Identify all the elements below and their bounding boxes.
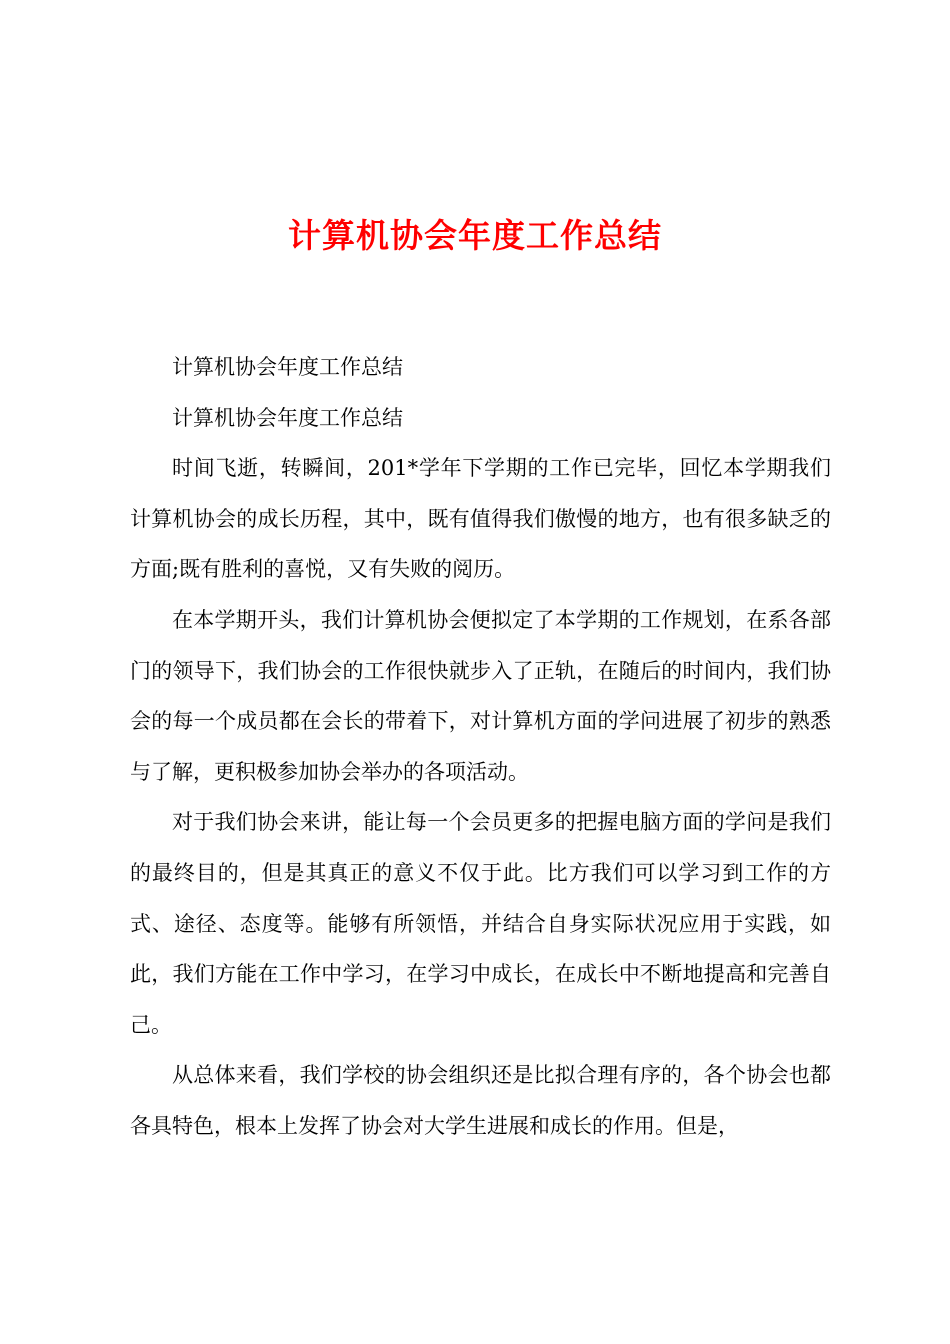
paragraph-overall-view: 从总体来看，我们学校的协会组织还是比拟合理有序的，各个协会也都各具特色，根本上发挥了协会对大学生进展和成长的作用。但是， <box>130 1063 831 1138</box>
paragraph-intro: 时间飞逝，转瞬间，201*学年下学期的工作已完毕，回忆本学期我们计算机协会的成长历程，其中，既有值得我们傲慢的地方，也有很多缺乏的方面;既有胜利的喜悦，又有失败的阅历。 <box>130 456 831 582</box>
paragraph-semester-start: 在本学期开头，我们计算机协会便拟定了本学期的工作规划，在系各部门的领导下，我们协会的工作很快就步入了正轨，在随后的时间内，我们协会的每一个成员都在会长的带着下，对计算机方面的学问进展了初步的熟悉与了解，更积极参加协会举办的各项活动。 <box>130 607 831 784</box>
paragraph-heading-1: 计算机协会年度工作总结 <box>172 355 403 379</box>
document-title: 计算机协会年度工作总结 <box>288 216 662 255</box>
document-body <box>130 342 831 1152</box>
paragraph-heading-2: 计算机协会年度工作总结 <box>172 405 403 430</box>
paragraph-association-goal: 对于我们协会来讲，能让每一个会员更多的把握电脑方面的学问是我们的最终目的，但是其真正的意义不仅于此。比方我们可以学习到工作的方式、途径、态度等。能够有所领悟，并结合自身实际状况应用于实践，如此，我们方能在工作中学习，在学习中成长，在成长中不断地提高和完善自己。 <box>130 810 831 1037</box>
